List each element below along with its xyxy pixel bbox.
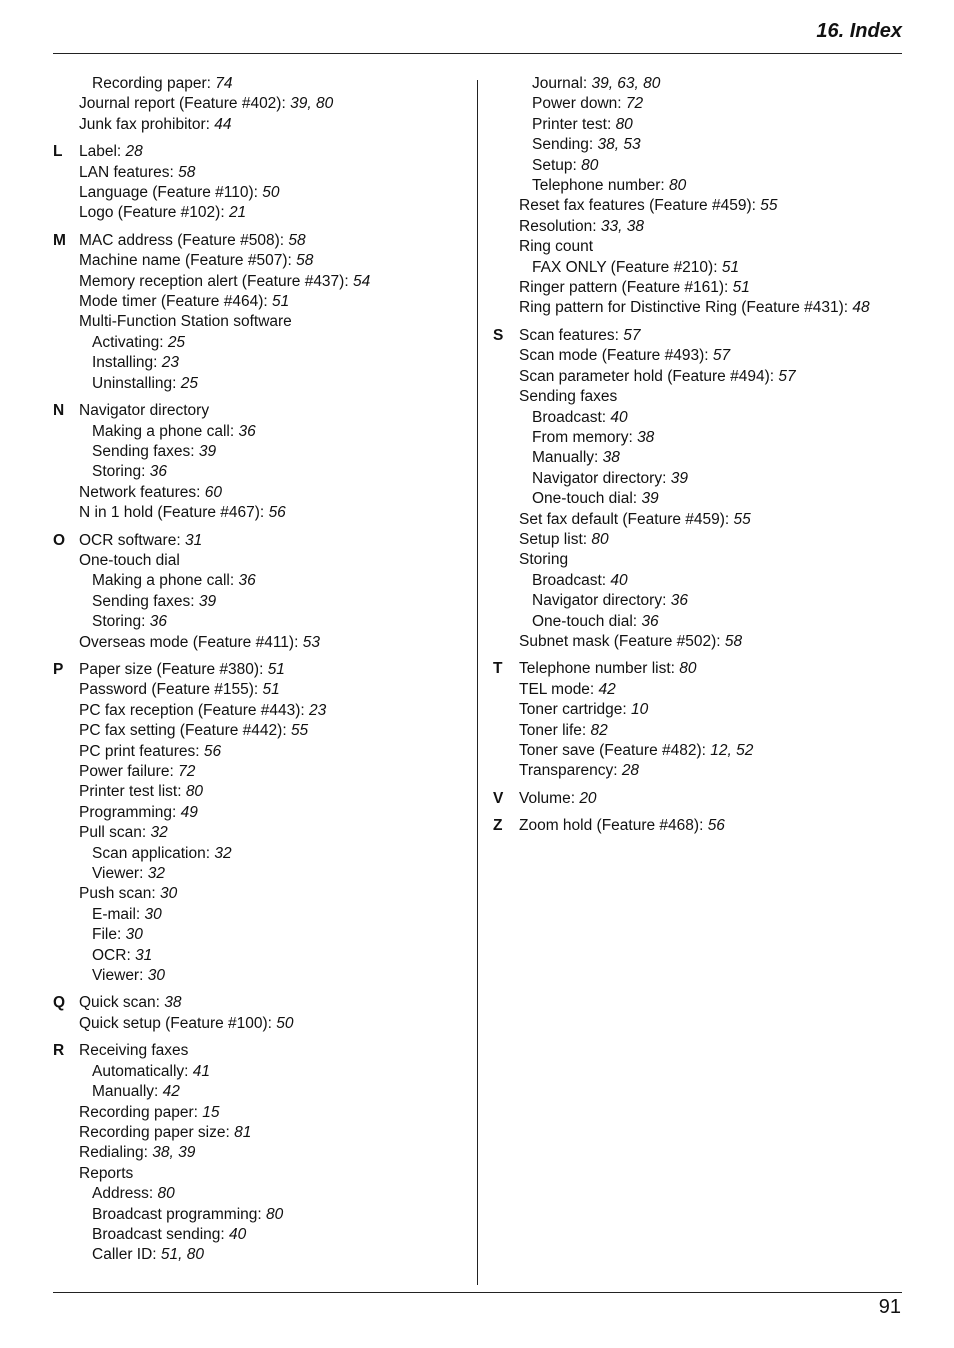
- index-subentry: [493, 489, 902, 509]
- index-entry: [53, 721, 463, 741]
- entry-page-refs: 57: [712, 347, 731, 365]
- entry-label: Ring count: [519, 238, 594, 256]
- index-entry: [53, 251, 463, 271]
- index-subentry: [493, 612, 902, 632]
- entry-label: One-touch dial:: [532, 612, 642, 630]
- index-entry: [53, 163, 463, 183]
- entry-label: Volume:: [519, 789, 580, 807]
- index-group: [53, 74, 463, 135]
- index-entry: [53, 1123, 463, 1143]
- entry-label: Resolution:: [519, 217, 601, 235]
- index-subentry: [493, 115, 902, 135]
- entry-page-refs: 50: [276, 1014, 294, 1032]
- entry-page-refs: 25: [167, 333, 186, 351]
- entry-page-refs: 57: [778, 367, 796, 385]
- entry-label: Journal report (Feature #402):: [79, 95, 291, 113]
- index-entry: [53, 884, 463, 904]
- entry-page-refs: 80: [157, 1185, 175, 1203]
- page-title: 16. Index: [816, 20, 902, 42]
- entry-label: Telephone number:: [532, 177, 670, 195]
- index-subentry: [493, 408, 902, 428]
- entry-page-refs: 56: [203, 742, 222, 760]
- index-letter-heading: O: [53, 531, 66, 549]
- entry-page-refs: 74: [215, 75, 233, 92]
- entry-page-refs: 53: [302, 633, 320, 651]
- index-group: [53, 531, 463, 653]
- entry-page-refs: 31: [135, 946, 153, 964]
- entry-page-refs: 55: [290, 722, 309, 740]
- index-subentry: [53, 864, 463, 884]
- entry-label: Recording paper size:: [79, 1123, 235, 1141]
- index-letter-heading: Z: [493, 817, 503, 835]
- entry-label: Scan application:: [92, 844, 215, 862]
- entry-label: Installing:: [92, 354, 162, 372]
- index-entry: [493, 510, 902, 530]
- entry-label: Reset fax features (Feature #459):: [519, 197, 761, 215]
- entry-label: Scan features:: [519, 326, 624, 344]
- index-subentry: [53, 422, 463, 442]
- entry-label: Password (Feature #155):: [79, 681, 263, 699]
- index-subentry: [53, 1082, 463, 1102]
- index-subentry: [493, 156, 902, 176]
- index-entry: [493, 789, 902, 809]
- entry-page-refs: 40: [610, 408, 628, 426]
- index-entry: [53, 231, 463, 251]
- entry-label: PC print features:: [79, 742, 204, 760]
- index-subentry: [53, 1205, 463, 1225]
- entry-label: Uninstalling:: [92, 374, 181, 392]
- index-column-right: [493, 74, 902, 844]
- page-number: 91: [878, 1296, 901, 1318]
- entry-label: OCR software:: [79, 531, 185, 549]
- entry-page-refs: 30: [125, 926, 143, 944]
- entry-page-refs: 28: [621, 762, 640, 780]
- entry-page-refs: 15: [202, 1103, 220, 1121]
- entry-page-refs: 40: [610, 571, 628, 589]
- entry-label: File:: [92, 926, 126, 944]
- index-group: [53, 142, 463, 224]
- entry-page-refs: 31: [184, 531, 203, 549]
- index-entry: [53, 203, 463, 223]
- index-entry: [493, 721, 902, 741]
- entry-label: Junk fax prohibitor:: [79, 115, 215, 133]
- index-entry: [53, 1164, 463, 1184]
- index-group: [53, 401, 463, 523]
- entry-page-refs: 80: [185, 783, 204, 801]
- entry-label: OCR:: [92, 946, 136, 964]
- entry-page-refs: 39: [198, 442, 217, 460]
- entry-label: Manually:: [92, 1083, 163, 1101]
- index-letter-heading: N: [53, 402, 65, 420]
- index-letter-heading: P: [53, 660, 64, 678]
- index-entry: [53, 680, 463, 700]
- entry-page-refs: 80: [669, 177, 687, 195]
- entry-label: Language (Feature #110):: [79, 184, 263, 202]
- entry-page-refs: 49: [180, 803, 198, 821]
- entry-label: Sending faxes:: [92, 442, 199, 460]
- entry-label: Paper size (Feature #380):: [79, 660, 268, 678]
- entry-page-refs: 36: [149, 463, 167, 481]
- entry-page-refs: 51: [262, 681, 280, 699]
- index-entry: [53, 292, 463, 312]
- entry-page-refs: 44: [214, 115, 232, 133]
- entry-page-refs: 48: [852, 299, 870, 317]
- entry-page-refs: 80: [591, 530, 609, 548]
- entry-label: LAN features:: [79, 163, 179, 181]
- entry-label: Sending faxes:: [92, 592, 199, 610]
- index-subentry: [493, 74, 902, 94]
- entry-page-refs: 38: [164, 994, 182, 1012]
- entry-page-refs: 32: [150, 824, 168, 842]
- entry-page-refs: 58: [178, 163, 196, 181]
- entry-label: Redialing:: [79, 1144, 153, 1162]
- index-group: [493, 789, 902, 809]
- entry-label: Power down:: [532, 95, 626, 113]
- index-entry: [53, 142, 463, 162]
- entry-page-refs: 36: [238, 572, 256, 590]
- index-subentry: [493, 571, 902, 591]
- entry-label: Setup:: [532, 156, 582, 174]
- entry-label: Setup list:: [519, 530, 592, 548]
- entry-page-refs: 72: [178, 763, 196, 780]
- index-letter-heading: Q: [53, 994, 66, 1012]
- entry-label: PC fax setting (Feature #442):: [79, 722, 291, 740]
- entry-label: One-touch dial:: [532, 490, 642, 508]
- entry-label: Quick setup (Feature #100):: [79, 1014, 277, 1032]
- index-entry: [53, 312, 463, 332]
- index-subentry: [53, 946, 463, 966]
- entry-page-refs: 42: [598, 680, 616, 698]
- entry-label: Scan mode (Feature #493):: [519, 347, 713, 365]
- entry-label: Navigator directory: [79, 402, 210, 420]
- entry-label: Sending faxes: [519, 388, 618, 406]
- entry-label: Machine name (Feature #507):: [79, 252, 297, 270]
- index-subentry: [493, 591, 902, 611]
- entry-page-refs: 10: [631, 701, 649, 719]
- index-subentry: [53, 1184, 463, 1204]
- entry-page-refs: 32: [214, 844, 232, 862]
- entry-label: Making a phone call:: [92, 422, 239, 440]
- index-entry: [53, 803, 463, 823]
- entry-label: Pull scan:: [79, 824, 151, 842]
- entry-page-refs: 54: [352, 272, 371, 290]
- index-entry: [53, 633, 463, 653]
- index-subentry: [493, 428, 902, 448]
- index-entry: [493, 367, 902, 387]
- entry-label: Caller ID:: [92, 1246, 161, 1264]
- entry-page-refs: 39: [670, 469, 688, 487]
- index-subentry: [493, 135, 902, 155]
- index-entry: [53, 483, 463, 503]
- index-group: [493, 816, 902, 836]
- entry-page-refs: 51, 80: [160, 1246, 205, 1264]
- entry-label: Quick scan:: [79, 994, 165, 1012]
- index-entry: [53, 551, 463, 571]
- index-letter-heading: V: [493, 789, 504, 807]
- index-group: [53, 231, 463, 394]
- entry-label: Toner cartridge:: [519, 701, 631, 719]
- index-entry: [53, 401, 463, 421]
- index-subentry: [53, 612, 463, 632]
- index-subentry: [53, 571, 463, 591]
- index-entry: [53, 115, 463, 135]
- index-entry: [53, 183, 463, 203]
- entry-page-refs: 12, 52: [710, 742, 754, 759]
- index-entry: [493, 700, 902, 720]
- entry-label: MAC address (Feature #508):: [79, 231, 289, 249]
- index-entry: [493, 632, 902, 652]
- entry-label: Viewer:: [92, 967, 148, 985]
- entry-label: Subnet mask (Feature #502):: [519, 632, 725, 650]
- entry-page-refs: 38, 39: [152, 1144, 196, 1162]
- index-entry: [493, 298, 902, 318]
- entry-page-refs: 57: [623, 326, 641, 344]
- index-group: [493, 326, 902, 653]
- entry-label: Printer test:: [532, 115, 616, 133]
- entry-label: Logo (Feature #102):: [79, 204, 229, 222]
- index-entry: [493, 659, 902, 679]
- entry-page-refs: 80: [266, 1205, 284, 1223]
- entry-label: Toner save (Feature #482):: [519, 742, 711, 759]
- index-entry: [53, 503, 463, 523]
- index-entry: [53, 1143, 463, 1163]
- entry-label: Label:: [79, 143, 126, 161]
- entry-page-refs: 25: [180, 374, 198, 392]
- index-column-left: [53, 74, 463, 1273]
- index-letter-heading: T: [493, 660, 503, 678]
- entry-page-refs: 56: [707, 817, 725, 835]
- entry-page-refs: 40: [229, 1225, 247, 1243]
- entry-page-refs: 30: [160, 885, 178, 903]
- entry-label: Reports: [79, 1164, 134, 1182]
- index-entry: [493, 680, 902, 700]
- index-group: [493, 659, 902, 781]
- entry-page-refs: 28: [125, 143, 143, 161]
- index-entry: [53, 823, 463, 843]
- entry-label: Storing:: [92, 463, 150, 481]
- entry-label: Ring pattern for Distinctive Ring (Feature #431):: [519, 299, 853, 317]
- index-group: [493, 74, 902, 319]
- entry-label: Receiving faxes: [79, 1042, 189, 1060]
- entry-label: Broadcast programming:: [92, 1205, 267, 1223]
- entry-page-refs: 36: [670, 592, 688, 610]
- entry-page-refs: 58: [724, 632, 743, 650]
- index-subentry: [53, 1062, 463, 1082]
- entry-label: From memory:: [532, 428, 638, 446]
- index-letter-heading: M: [53, 231, 66, 249]
- entry-label: N in 1 hold (Feature #467):: [79, 504, 269, 522]
- index-subentry: [53, 1245, 463, 1265]
- index-entry: [53, 993, 463, 1013]
- entry-label: Ringer pattern (Feature #161):: [519, 279, 733, 297]
- index-letter-heading: L: [53, 143, 63, 161]
- index-entry: [493, 278, 902, 298]
- entry-label: Broadcast:: [532, 408, 611, 426]
- entry-label: Manually:: [532, 449, 603, 467]
- index-subentry: [53, 905, 463, 925]
- entry-page-refs: 33, 38: [600, 217, 644, 235]
- entry-page-refs: 41: [192, 1062, 211, 1080]
- index-subentry: [53, 353, 463, 373]
- entry-label: Storing:: [92, 613, 150, 631]
- entry-label: Recording paper:: [92, 75, 216, 92]
- entry-page-refs: 82: [590, 721, 608, 739]
- index-entry: [493, 217, 902, 237]
- entry-page-refs: 55: [760, 197, 778, 215]
- index-entry: [53, 1103, 463, 1123]
- entry-page-refs: 55: [733, 510, 751, 528]
- index-entry: [493, 550, 902, 570]
- index-entry: [493, 326, 902, 346]
- entry-page-refs: 51: [732, 279, 750, 297]
- entry-page-refs: 38, 53: [597, 136, 641, 154]
- entry-page-refs: 30: [144, 905, 162, 923]
- index-entry: [493, 530, 902, 550]
- entry-page-refs: 38: [637, 428, 655, 446]
- index-letter-heading: S: [493, 326, 504, 344]
- entry-label: Printer test list:: [79, 783, 186, 801]
- entry-page-refs: 39: [198, 592, 217, 610]
- entry-label: Transparency:: [519, 762, 622, 780]
- entry-page-refs: 36: [238, 422, 256, 440]
- entry-label: Power failure:: [79, 763, 179, 780]
- index-entry: [493, 387, 902, 407]
- entry-label: Making a phone call:: [92, 572, 239, 590]
- index-subentry: [53, 844, 463, 864]
- index-entry: [493, 741, 902, 761]
- entry-label: Storing: [519, 551, 569, 569]
- entry-page-refs: 51: [271, 293, 290, 311]
- index-entry: [53, 272, 463, 292]
- entry-page-refs: 20: [579, 789, 597, 807]
- column-divider: [477, 80, 478, 1285]
- entry-page-refs: 50: [262, 184, 280, 202]
- entry-label: Telephone number list:: [519, 660, 680, 678]
- index-subentry: [53, 925, 463, 945]
- index-group: [53, 1041, 463, 1265]
- entry-page-refs: 51: [267, 660, 285, 678]
- index-subentry: [53, 1225, 463, 1245]
- entry-page-refs: 42: [162, 1083, 180, 1101]
- index-entry: [493, 196, 902, 216]
- entry-page-refs: 39, 80: [290, 95, 334, 113]
- entry-label: Scan parameter hold (Feature #494):: [519, 367, 779, 385]
- entry-page-refs: 58: [296, 252, 314, 270]
- entry-label: Toner life:: [519, 721, 591, 739]
- entry-page-refs: 80: [581, 156, 599, 174]
- entry-label: One-touch dial: [79, 551, 180, 569]
- index-entry: [53, 762, 463, 782]
- entry-label: E-mail:: [92, 905, 145, 923]
- entry-page-refs: 23: [161, 354, 180, 372]
- entry-page-refs: 23: [309, 701, 327, 719]
- entry-label: Zoom hold (Feature #468):: [519, 817, 708, 835]
- entry-page-refs: 36: [149, 613, 167, 631]
- entry-page-refs: 81: [234, 1123, 252, 1141]
- index-subentry: [493, 258, 902, 278]
- footer-rule: [53, 1292, 902, 1293]
- entry-label: Address:: [92, 1185, 158, 1203]
- entry-label: Automatically:: [92, 1062, 193, 1080]
- entry-label: Multi-Function Station software: [79, 313, 292, 331]
- index-subentry: [493, 448, 902, 468]
- entry-label: Network features:: [79, 483, 205, 501]
- index-entry: [53, 1014, 463, 1034]
- index-entry: [53, 1041, 463, 1061]
- entry-label: Viewer:: [92, 865, 148, 883]
- entry-label: Push scan:: [79, 885, 160, 903]
- entry-page-refs: 32: [147, 865, 165, 883]
- index-group: [53, 993, 463, 1034]
- entry-label: Overseas mode (Feature #411):: [79, 633, 303, 651]
- index-subentry: [53, 966, 463, 986]
- entry-label: Broadcast sending:: [92, 1225, 230, 1243]
- entry-label: Programming:: [79, 803, 181, 821]
- index-subentry: [53, 442, 463, 462]
- index-entry: [53, 782, 463, 802]
- entry-page-refs: 80: [615, 115, 633, 133]
- entry-page-refs: 21: [228, 204, 247, 222]
- index-subentry: [493, 94, 902, 114]
- entry-page-refs: 56: [268, 504, 286, 522]
- index-entry: [493, 346, 902, 366]
- entry-page-refs: 80: [679, 660, 697, 678]
- index-entry: [53, 531, 463, 551]
- index-entry: [493, 816, 902, 836]
- index-entry: [493, 761, 902, 781]
- entry-page-refs: 39, 63, 80: [591, 75, 661, 92]
- index-entry: [493, 237, 902, 257]
- entry-label: Navigator directory:: [532, 469, 671, 487]
- header-rule: [53, 53, 902, 54]
- entry-page-refs: 39: [641, 490, 659, 508]
- index-subentry: [53, 462, 463, 482]
- index-subentry: [53, 592, 463, 612]
- index-subentry: [53, 333, 463, 353]
- entry-label: Navigator directory:: [532, 592, 671, 610]
- entry-label: Set fax default (Feature #459):: [519, 510, 734, 528]
- entry-label: Journal:: [532, 75, 592, 92]
- entry-page-refs: 51: [721, 258, 740, 276]
- index-subentry: [493, 469, 902, 489]
- index-entry: [53, 94, 463, 114]
- entry-label: TEL mode:: [519, 680, 599, 698]
- entry-page-refs: 58: [288, 231, 306, 249]
- index-letter-heading: R: [53, 1042, 65, 1060]
- index-subentry: [53, 374, 463, 394]
- entry-label: PC fax reception (Feature #443):: [79, 701, 310, 719]
- entry-label: Memory reception alert (Feature #437):: [79, 272, 353, 290]
- index-entry: [53, 742, 463, 762]
- entry-page-refs: 36: [641, 612, 659, 630]
- entry-label: Broadcast:: [532, 571, 611, 589]
- entry-label: FAX ONLY (Feature #210):: [532, 258, 722, 276]
- index-group: [53, 660, 463, 987]
- entry-page-refs: 30: [147, 967, 165, 985]
- entry-label: Activating:: [92, 333, 168, 351]
- entry-label: Sending:: [532, 136, 598, 154]
- entry-label: Mode timer (Feature #464):: [79, 293, 272, 311]
- entry-label: Recording paper:: [79, 1103, 203, 1121]
- index-entry: [53, 660, 463, 680]
- entry-page-refs: 60: [204, 483, 223, 501]
- index-subentry: [493, 176, 902, 196]
- entry-page-refs: 72: [625, 95, 644, 113]
- index-entry: [53, 701, 463, 721]
- entry-page-refs: 38: [602, 449, 620, 467]
- index-subentry: [53, 74, 463, 94]
